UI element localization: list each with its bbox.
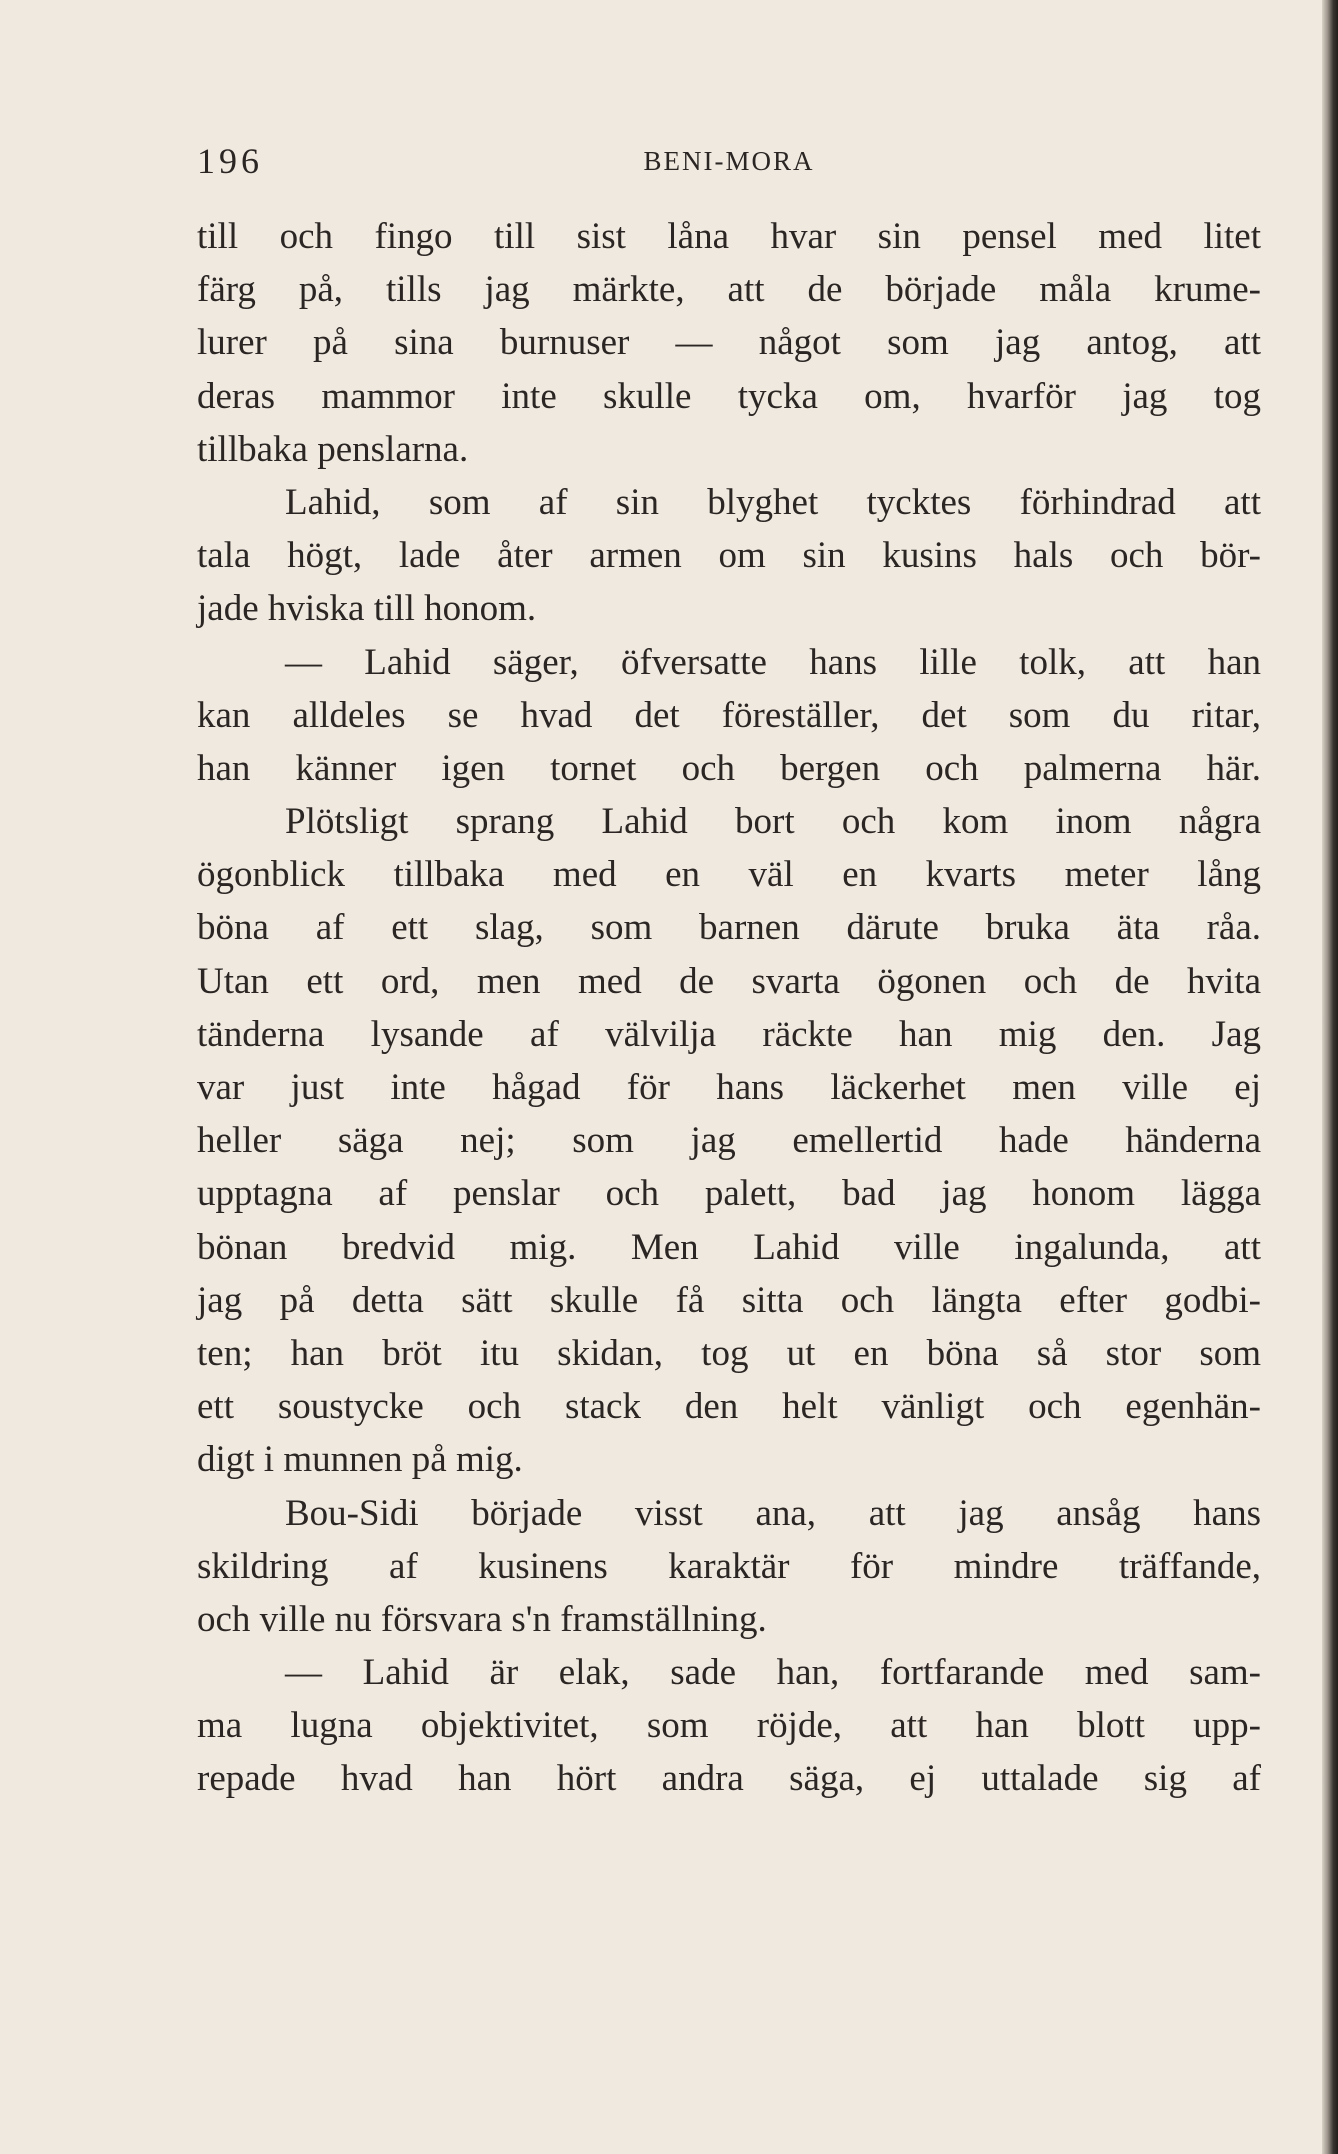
- text-line: repade hvad han hört andra säga, ej uttalade sig af: [197, 1758, 1261, 1800]
- text-line: han känner igen tornet och bergen och palmerna här.: [197, 747, 1261, 789]
- text-line: bönan bredvid mig. Men Lahid ville ingalunda, att: [197, 1226, 1261, 1268]
- text-line: färg på, tills jag märkte, att de började måla krume-: [197, 269, 1261, 311]
- text-line: Bou-Sidi började visst ana, att jag ansåg hans: [285, 1492, 1261, 1534]
- text-line: tillbaka penslarna.: [197, 428, 469, 470]
- text-line: Lahid, som af sin blyghet tycktes förhindrad att: [285, 481, 1261, 523]
- text-line: skildring af kusinens karaktär för mindre träffande,: [197, 1545, 1261, 1587]
- text-line: Plötsligt sprang Lahid bort och kom inom några: [285, 801, 1261, 843]
- running-header: [197, 140, 1261, 180]
- text-line: — Lahid är elak, sade han, fortfarande med sam-: [285, 1652, 1261, 1694]
- text-line: ten; han bröt itu skidan, tog ut en böna så stor som: [197, 1332, 1261, 1374]
- text-line: böna af ett slag, som barnen därute bruka äta råa.: [197, 907, 1261, 949]
- text-line: lurer på sina burnuser — något som jag antog, att: [197, 322, 1261, 364]
- text-line: upptagna af penslar och palett, bad jag honom lägga: [197, 1173, 1261, 1215]
- text-line: tala högt, lade åter armen om sin kusins hals och bör-: [197, 535, 1261, 577]
- text-line: till och fingo till sist låna hvar sin pensel med litet: [197, 216, 1261, 257]
- text-line: var just inte hågad för hans läckerhet men ville ej: [197, 1067, 1261, 1108]
- text-line: jag på detta sätt skulle få sitta och längta efter godbi-: [197, 1279, 1261, 1321]
- text-line: heller säga nej; som jag emellertid hade händerna: [197, 1120, 1261, 1162]
- text-line: ett soustycke och stack den helt vänligt och egenhän-: [197, 1386, 1261, 1428]
- text-line: — Lahid säger, öfversatte hans lille tolk, att han: [285, 641, 1261, 683]
- page-number: 196: [197, 141, 263, 181]
- text-line: deras mammor inte skulle tycka om, hvarför jag tog: [197, 375, 1261, 417]
- text-line: digt i munnen på mig.: [197, 1439, 523, 1481]
- text-line: kan alldeles se hvad det föreställer, det som du ritar,: [197, 694, 1261, 736]
- text-line: jade hviska till honom.: [197, 588, 537, 630]
- text-line: ma lugna objektivitet, som röjde, att han blott upp-: [197, 1705, 1261, 1747]
- running-title: BENI-MORA: [643, 146, 815, 176]
- text-line: Utan ett ord, men med de svarta ögonen och de hvita: [197, 960, 1261, 1002]
- text-line: och ville nu försvara s'n framställning.: [197, 1598, 767, 1640]
- page-edge-shadow: [1322, 0, 1338, 2154]
- text-line: tänderna lysande af välvilja räckte han mig den. Jag: [197, 1013, 1261, 1055]
- body-text: [197, 210, 1261, 1806]
- text-line: ögonblick tillbaka med en väl en kvarts meter lång: [197, 854, 1261, 896]
